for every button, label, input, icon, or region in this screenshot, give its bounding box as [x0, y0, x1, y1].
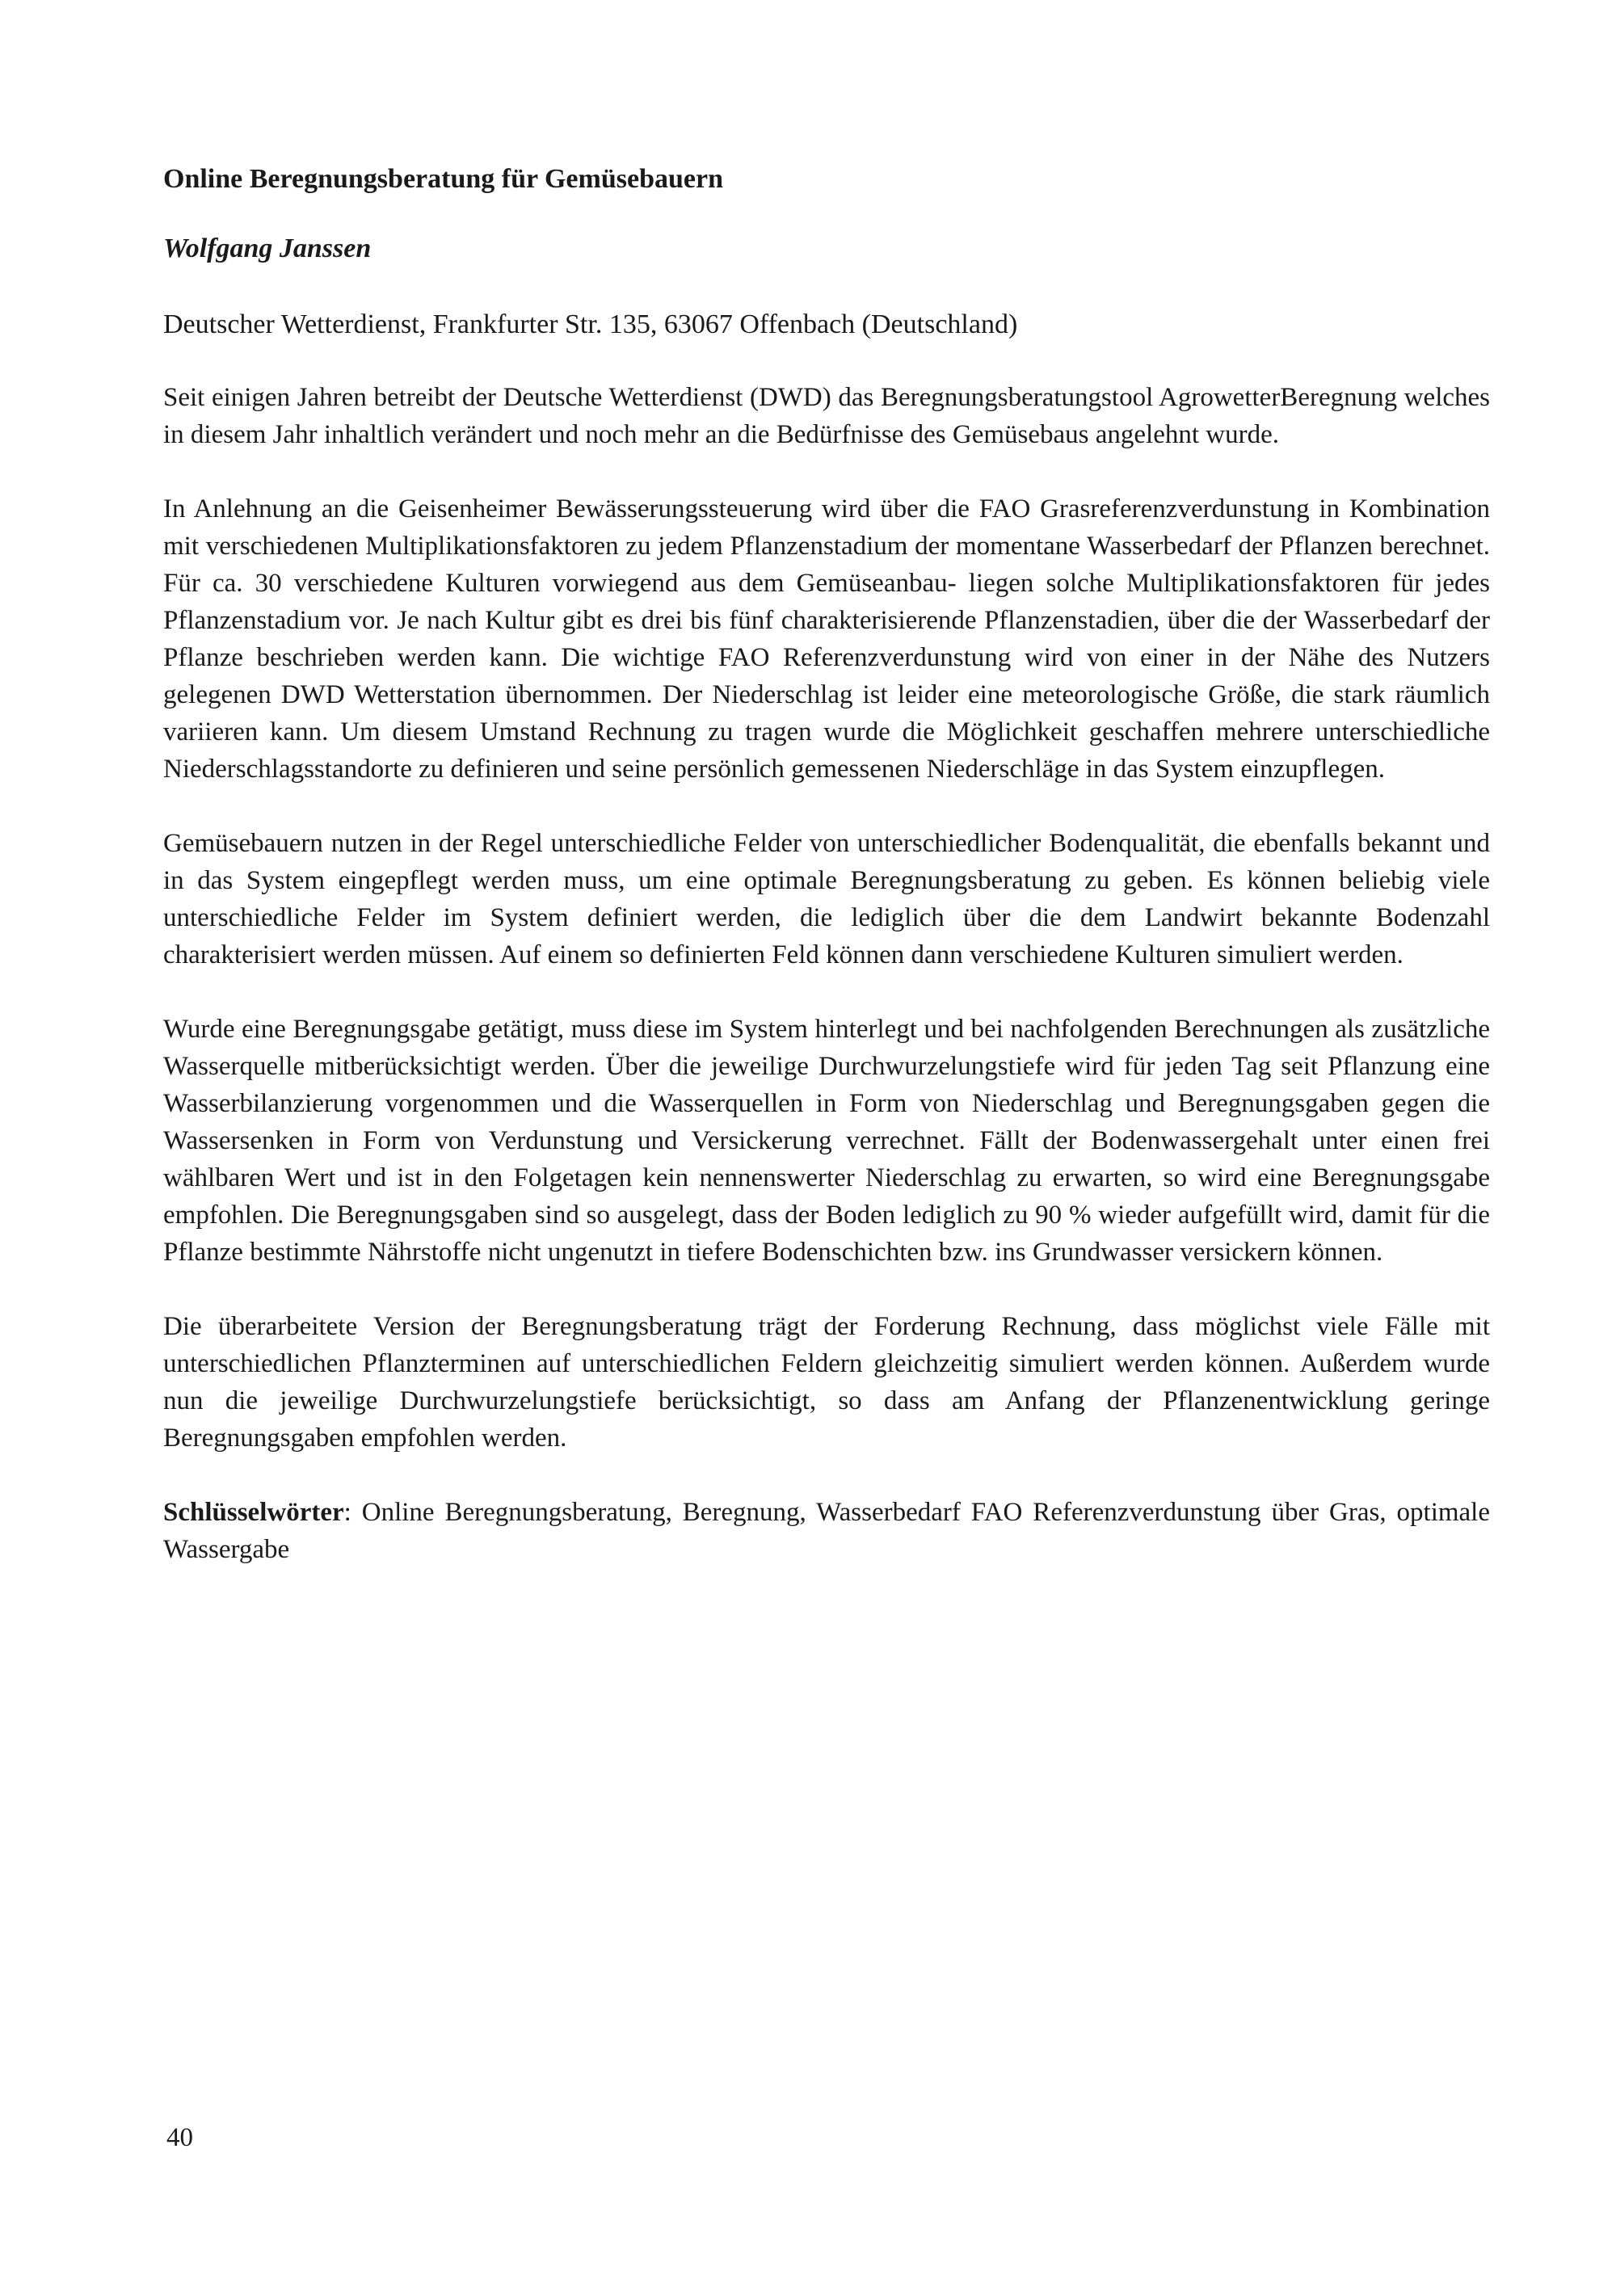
abstract-paragraph-2: In Anlehnung an die Geisenheimer Bewässerungssteuerung wird über die FAO Grasreferenzverdunstung in Kombination mit verschiedenen Multiplikationsfaktoren zu jedem Pflanzenstadium der momentane Wasserbedarf der Pflanzen berechnet. Für ca. 30 verschiedene Kulturen vorwiegend aus dem Gemüseanbau- liegen solche Multiplikationsfaktoren für jedes Pflanzenstadium vor. Je nach Kultur gibt es drei bis fünf charakterisierende Pflanzenstadien, über die der Wasserbedarf der Pflanze beschrieben werden kann. Die wichtige FAO Referenzverdunstung wird von einer in der Nähe des Nutzers gelegenen DWD Wetterstation übernommen. Der Niederschlag ist leider eine meteorologische Größe, die stark räumlich variieren kann. Um diesem Umstand Rechnung zu tragen wurde die Möglichkeit geschaffen mehrere unterschiedliche Niederschlagsstandorte zu definieren und seine persönlich gemessenen Niederschläge in das System einzupflegen. — [163, 494, 1490, 784]
page-number: 40 — [166, 2123, 193, 2152]
keywords-label: Schlüsselwörter — [163, 1497, 344, 1527]
abstract-paragraph-3: Gemüsebauern nutzen in der Regel unterschiedliche Felder von unterschiedlicher Bodenqualität, die ebenfalls bekannt und in das System eingepflegt werden muss, um eine optimale Beregnungsberatung zu geben. Es können beliebig viele unterschiedliche Felder im System definiert werden, die lediglich über die dem Landwirt bekannte Bodenzahl charakterisiert werden müssen. Auf einem so definierten Feld können dann verschiedene Kulturen simuliert werden. — [163, 828, 1490, 969]
paper-author: Wolfgang Janssen — [163, 233, 372, 264]
abstract-paragraph-1: Seit einigen Jahren betreibt der Deutsche Wetterdienst (DWD) das Beregnungsberatungstool AgrowetterBeregnung welches in diesem Jahr inhaltlich verändert und noch mehr an die Bedürfnisse des Gemüsebaus angelehnt wurde. — [163, 382, 1490, 449]
abstract-paragraph-5: Die überarbeitete Version der Beregnungsberatung trägt der Forderung Rechnung, dass möglichst viele Fälle mit unterschiedlichen Pflanzterminen auf unterschiedlichen Feldern gleichzeitig simuliert werden können. Außerdem wurde nun die jeweilige Durchwurzelungstiefe berücksichtigt, so dass am Anfang der Pflanzenentwicklung geringe Beregnungsgaben empfohlen werden. — [163, 1311, 1490, 1453]
keywords-separator: : — [343, 1497, 351, 1527]
paper-affiliation: Deutscher Wetterdienst, Frankfurter Str. 135, 63067 Offenbach (Deutschland) — [163, 309, 1018, 340]
abstract-paragraph-4: Wurde eine Beregnungsgabe getätigt, muss diese im System hinterlegt und bei nachfolgenden Berechnungen als zusätzliche Wasserquelle mitberücksichtigt werden. Über die jeweilige Durchwurzelungstiefe wird für jeden Tag seit Pflanzung eine Wasserbilanzierung vorgenommen und die Wasserquellen in Form von Niederschlag und Beregnungsgaben gegen die Wassersenken in Form von Verdunstung und Versickerung verrechnet. Fällt der Bodenwassergehalt unter einen frei wählbaren Wert und ist in den Folgetagen kein nennenswerter Niederschlag zu erwarten, so wird eine Beregnungsgabe empfohlen. Die Beregnungsgaben sind so ausgelegt, dass der Boden lediglich zu 90 % wieder aufgefüllt wird, damit für die Pflanze bestimmte Nährstoffe nicht ungenutzt in tiefere Bodenschichten bzw. ins Grundwasser versickern können. — [163, 1014, 1490, 1267]
paper-title: Online Beregnungsberatung für Gemüsebauern — [163, 164, 723, 194]
keywords-text: Online Beregnungsberatung, Beregnung, Wasserbedarf FAO Referenzverdunstung über Gras, optimale Wassergabe — [163, 1497, 1490, 1564]
keywords-line — [163, 1494, 1490, 1568]
paper-content — [163, 162, 1490, 1568]
